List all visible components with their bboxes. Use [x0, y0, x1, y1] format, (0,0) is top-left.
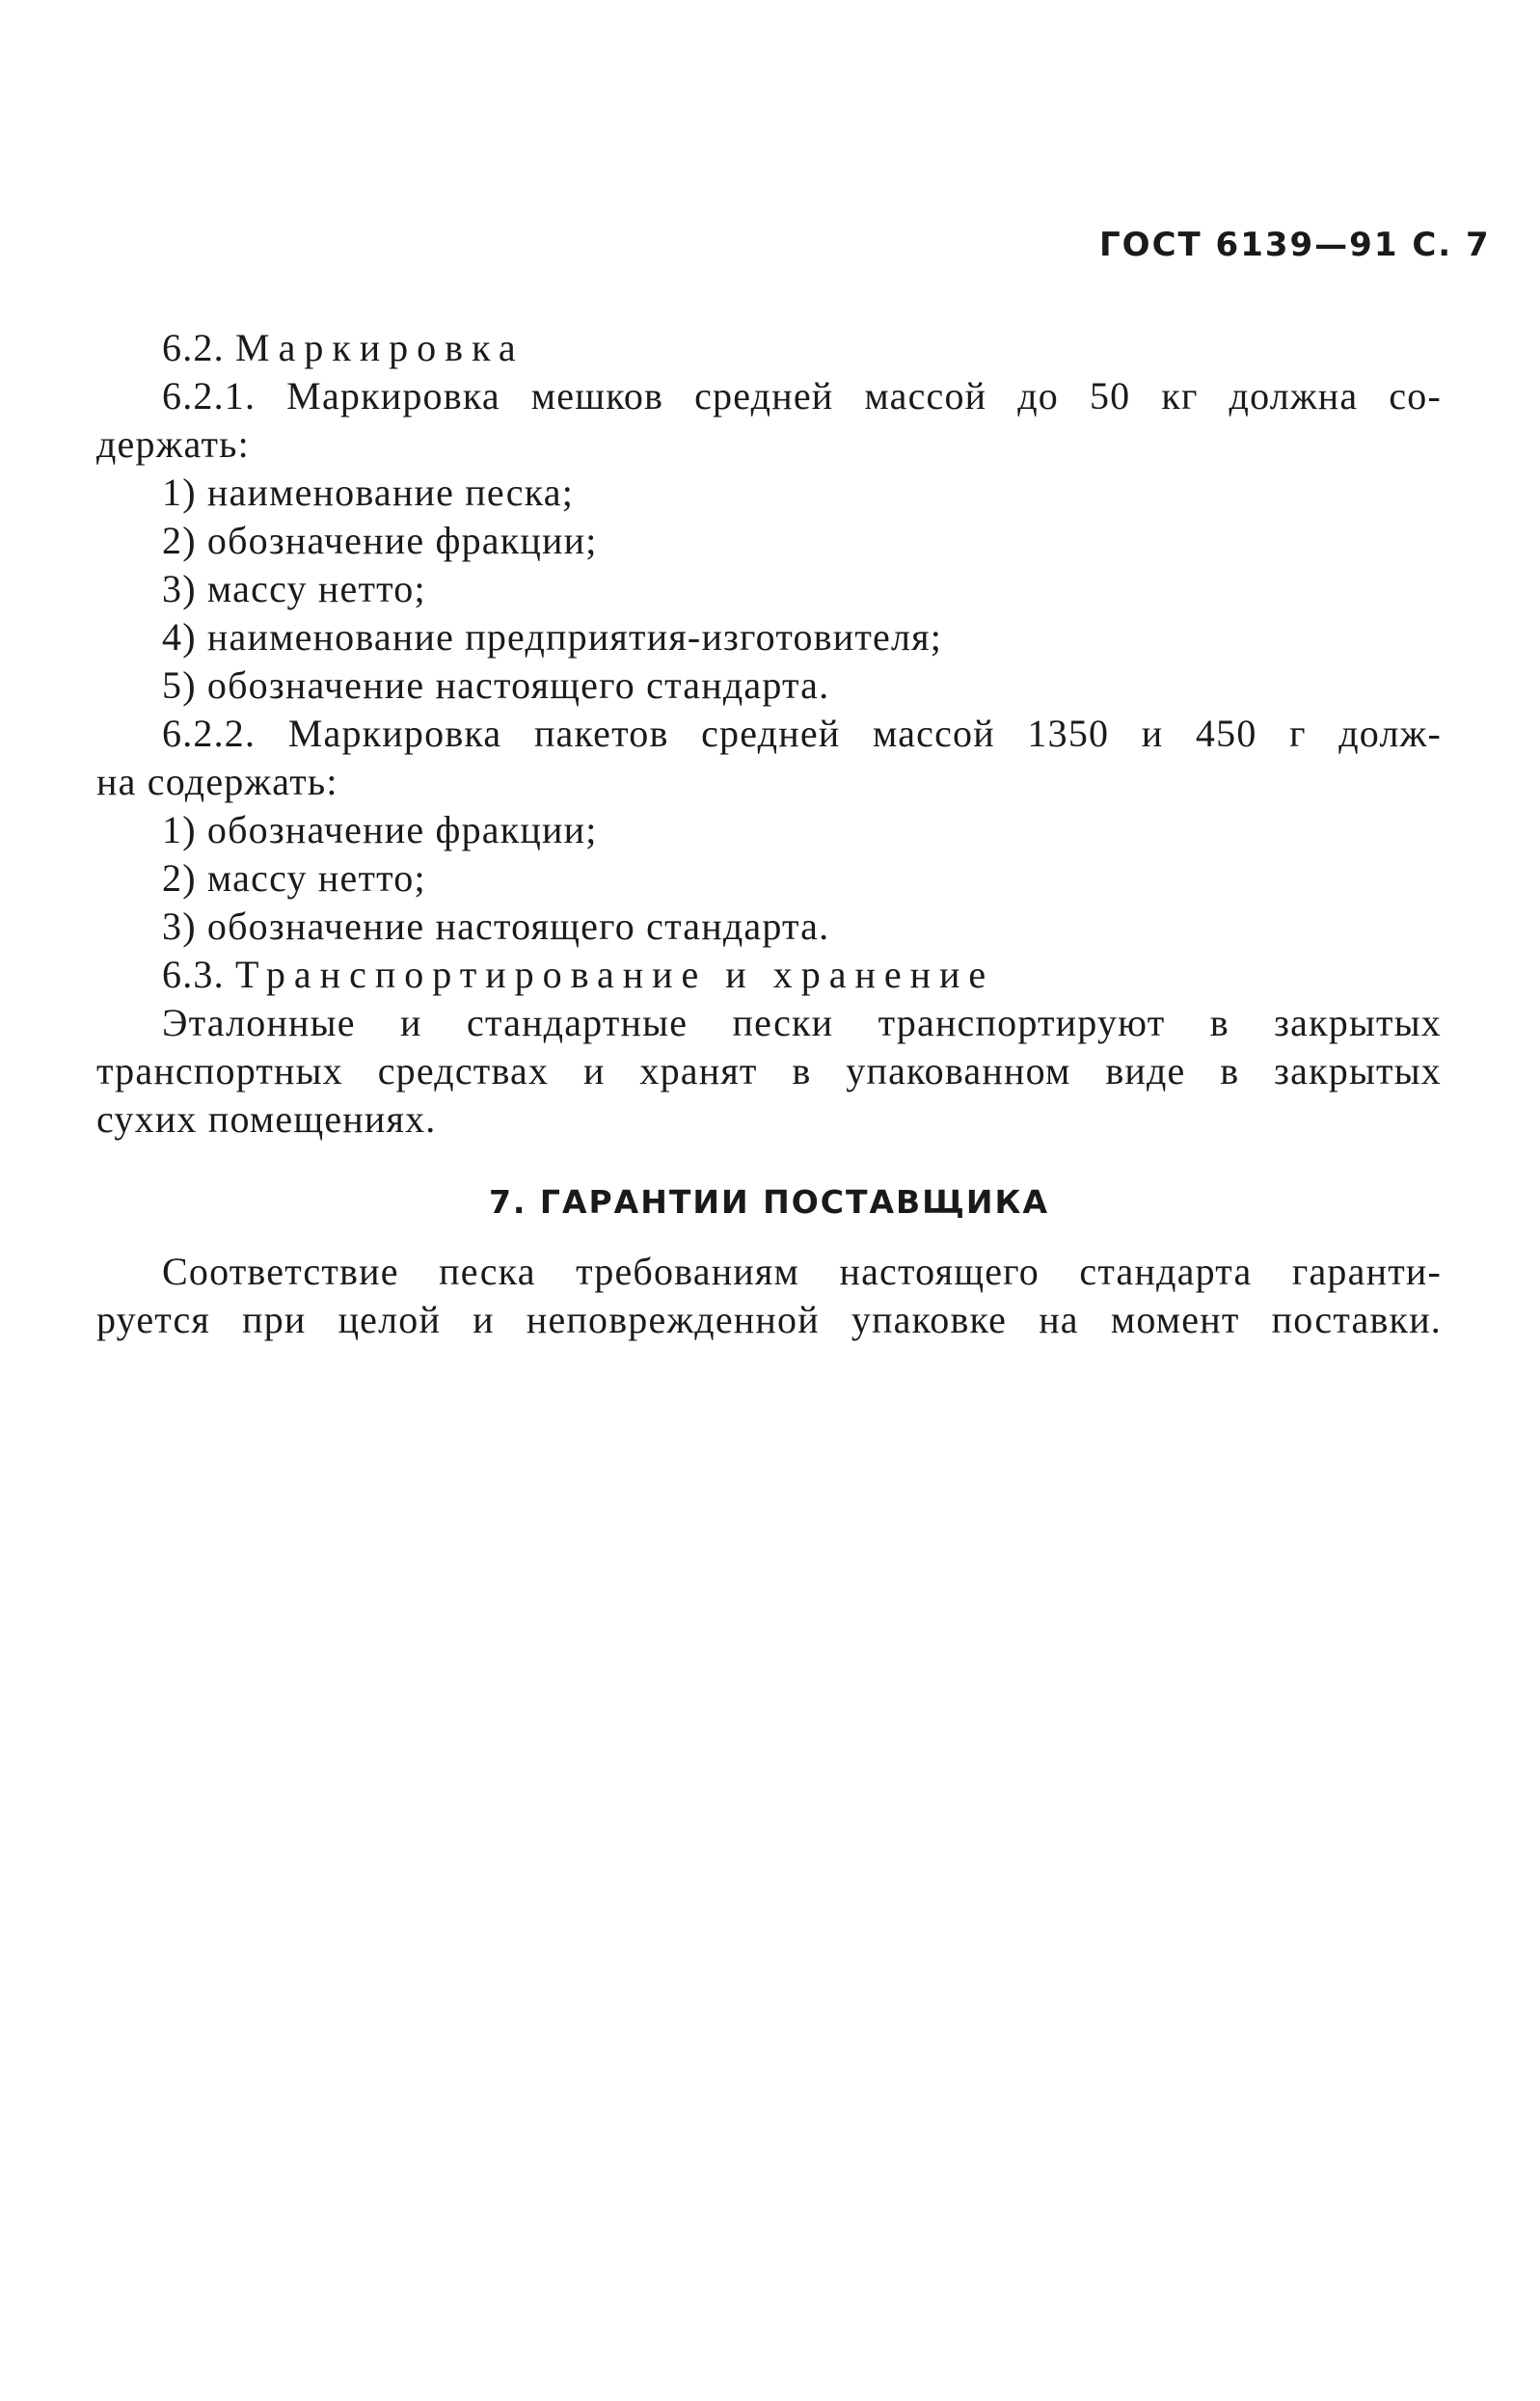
paragraph-6-3-line-1: Эталонные и стандартные пески транспортируют в закрытых — [162, 1001, 1442, 1044]
section-title: Транспортирование и хранение — [235, 953, 995, 996]
paragraph-7-line-2: руется при целой и неповрежденной упаковке на момент поставки. — [96, 1298, 1442, 1341]
page-body — [96, 324, 1442, 1344]
paragraph-6-2-2-line-2: на содержать: — [96, 760, 338, 803]
paragraph-7-line-1: Соответствие песка требованиям настоящего стандарта гаранти- — [162, 1250, 1442, 1293]
section-heading-7: 7. ГАРАНТИИ ПОСТАВЩИКА — [488, 1183, 1050, 1221]
list-item: 1) обозначение фракции; — [162, 808, 598, 851]
list-item: 3) обозначение настоящего стандарта. — [162, 904, 830, 948]
paragraph-6-2-1-line-2: держать: — [96, 422, 250, 466]
list-item: 4) наименование предприятия-изготовителя; — [162, 615, 943, 659]
list-item: 5) обозначение настоящего стандарта. — [162, 663, 830, 707]
section-heading-6-3 — [96, 951, 1442, 999]
list-item: 2) обозначение фракции; — [162, 519, 598, 562]
section-heading-6-2 — [96, 324, 1442, 372]
list-item: 2) массу нетто; — [162, 856, 426, 900]
section-number: 6.3. — [162, 953, 225, 996]
section-number: 6.2. — [162, 326, 225, 369]
list-item: 1) наименование песка; — [162, 471, 575, 514]
paragraph-6-3-line-3: сухих помещениях. — [96, 1097, 437, 1141]
paragraph-6-2-1-line-1: 6.2.1. Маркировка мешков средней массой до 50 кг должна со- — [162, 374, 1442, 418]
paragraph-6-2-2-line-1: 6.2.2. Маркировка пакетов средней массой 1350 и 450 г долж- — [162, 712, 1442, 755]
paragraph-6-3-line-2: транспортных средствах и хранят в упакованном виде в закрытых — [96, 1049, 1442, 1093]
running-header: ГОСТ 6139—91 С. 7 — [1099, 226, 1491, 264]
list-item: 3) массу нетто; — [162, 567, 426, 610]
section-title: Маркировка — [235, 326, 525, 369]
